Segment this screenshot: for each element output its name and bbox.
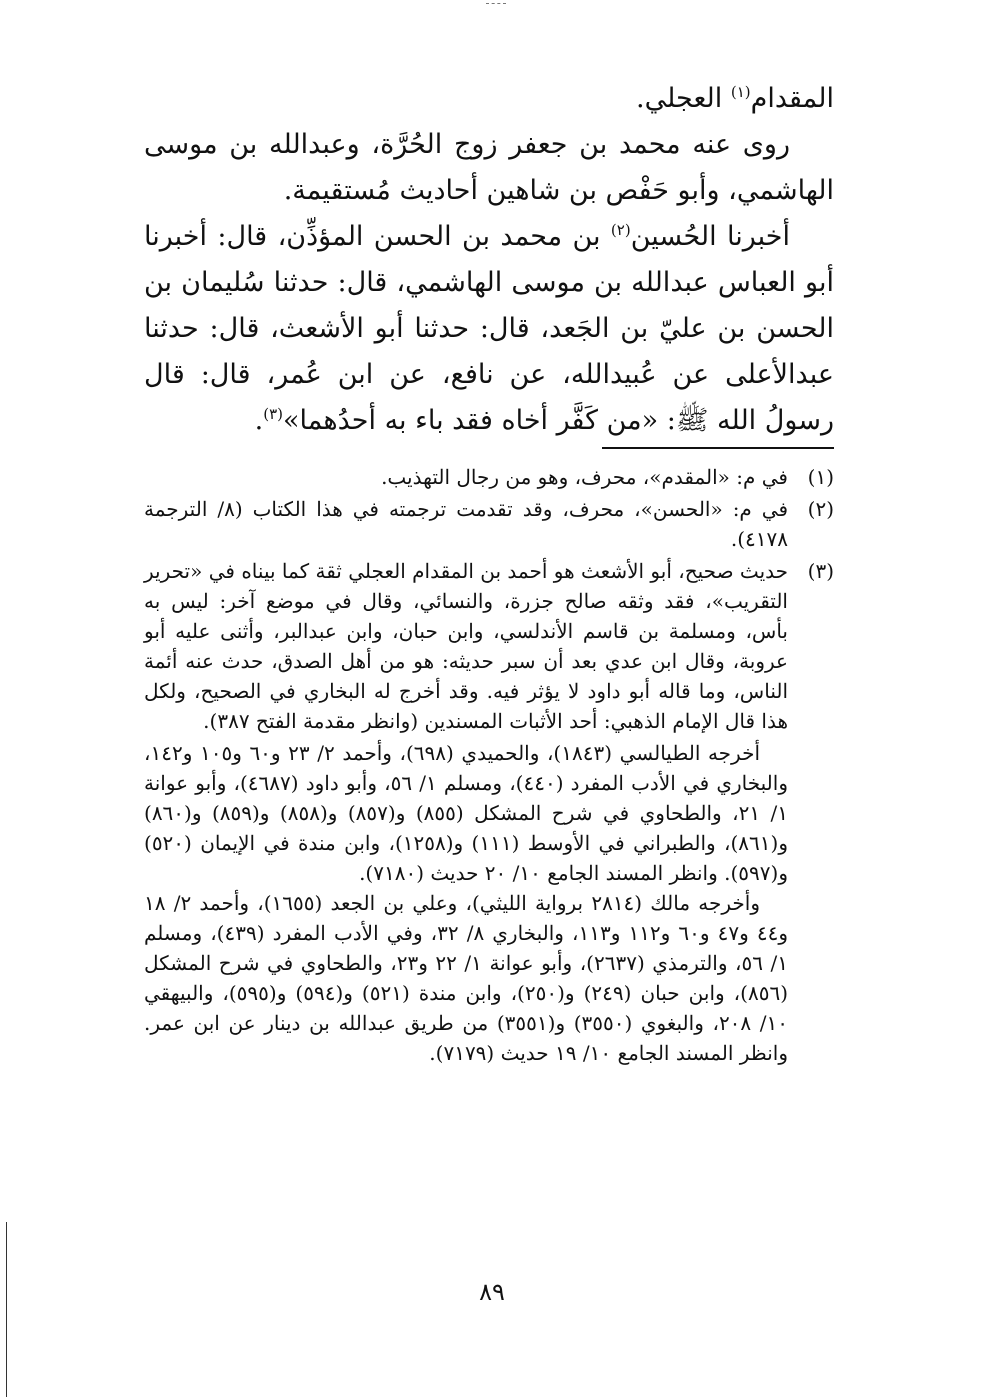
footnote-number: (١) <box>807 465 834 489</box>
footnote-number: (٣) <box>807 559 834 583</box>
footnote-ref-1: (١) <box>730 83 751 101</box>
footnote-text: حديث صحيح، أبو الأشعث هو أحمد بن المقدام العجلي ثقة كما بيناه في «تحرير التقريب»، فقد وثقه صالح جزرة، والنسائي، وقال في موضع آخر: ليس به بأس، ومسلمة بن قاسم الأندلسي، وابن حبان، وابن عبدالبر، وأثنى عليه أبو عروبة، وقال ابن عدي بعد أن سبر حديثه: هو من أهل الصدق، حدث عنه أئمة الناس، وما قاله أبو داود لا يؤثر فيه. وقد أخرج له البخاري في الصحيح، ولكل هذا قال الإمام الذهبي: أحد الأثبات المسندين (وانظر مقدمة الفتح ٣٨٧). <box>144 559 788 733</box>
footnote-2 <box>144 494 834 554</box>
footnote-divider <box>602 447 834 449</box>
line-1-text: المقدام <box>750 83 834 114</box>
footnote-3-paragraph-3: وأخرجه مالك (٢٨١٤ برواية الليثي)، وعلي بن الجعد (١٦٥٥)، وأحمد ٢/ ١٨ و٤٤ و٤٧ و٦٠ و١١٢ و١١٣، والبخاري ٨/ ٣٢، وفي الأدب المفرد (٤٣٩)، ومسلم ١/ ٥٦، والترمذي (٢٦٣٧)، وأبو عوانة ١/ ٢٢ و٢٣، والطحاوي في شرح المشكل (٨٥٦)، وابن حبان (٢٤٩) و(٢٥٠)، وابن مندة (٥٢١) و(٥٩٤) و(٥٩٥)، والبيهقي ١٠/ ٢٠٨، والبغوي (٣٥٥٠) و(٣٥٥١) من طريق عبدالله بن دينار عن ابن عمر. وانظر المسند الجامع ١٠/ ١٩ حديث (٧١٧٩). <box>144 891 788 1065</box>
line-1-rest: العجلي. <box>636 83 731 114</box>
footnote-text: في م: «المقدم»، محرف، وهو من رجال التهذيب. <box>381 465 788 489</box>
footnote-ref-3: (٣) <box>263 405 284 423</box>
page-number: ٨٩ <box>479 1278 505 1306</box>
footnotes <box>144 462 834 1068</box>
footnote-ref-2: (٢) <box>610 221 631 239</box>
paragraph-2 <box>144 214 834 444</box>
para-2-end: . <box>254 405 264 436</box>
footnote-number: (٢) <box>807 497 834 521</box>
scan-edge-line <box>6 1222 7 1397</box>
scan-edge-mark <box>486 3 506 4</box>
footnote-3-paragraph-2: أخرجه الطيالسي (١٨٤٣)، والحميدي (٦٩٨)، وأحمد ٢/ ٢٣ و٦٠ و١٠٥ و١٤٢، والبخاري في الأدب المفرد (٤٤٠)، ومسلم ١/ ٥٦، وأبو داود (٤٦٨٧)، وأبو عوانة ١/ ٢١، والطحاوي في شرح المشكل (٨٥٥) و(٨٥٧) و(٨٥٨) و(٨٥٩) و(٨٦٠) و(٨٦١)، والطبراني في الأوسط (١١١) و(١٢٥٨)، وابن مندة في الإيمان (٥٢٠) و(٥٩٧). وانظر المسند الجامع ١٠/ ٢٠ حديث (٧١٨٠). <box>144 741 788 885</box>
footnote-3 <box>144 556 834 736</box>
para-2-mid: بن محمد بن الحسن المؤذِّن، قال: أخبرنا أبو العباس عبدالله بن موسى الهاشمي، قال: حدثنا سُليمان بن الحسن بن عليّ بن الجَعد، قال: حدثنا أبو الأشعث، قال: حدثنا عبدالأعلى عن عُبيدالله، عن نافع، عن ابن عُمر، قال: قال رسولُ الله ﷺ: «من كَفَّر أخاه فقد باء به أحدُهما» <box>144 221 834 436</box>
heading-line <box>144 76 834 122</box>
para-2-start: أخبرنا الحُسين <box>630 221 791 252</box>
paragraph-1: روى عنه محمد بن جعفر زوج الحُرَّة، وعبدالله بن موسى الهاشمي، وأبو حَفْص بن شاهين أحاديث مُستقيمة. <box>144 129 834 206</box>
footnote-text: في م: «الحسن»، محرف، وقد تقدمت ترجمته في هذا الكتاب (٨/ الترجمة ٤١٧٨). <box>144 497 788 551</box>
main-text <box>144 76 834 444</box>
footnote-1 <box>144 462 834 492</box>
